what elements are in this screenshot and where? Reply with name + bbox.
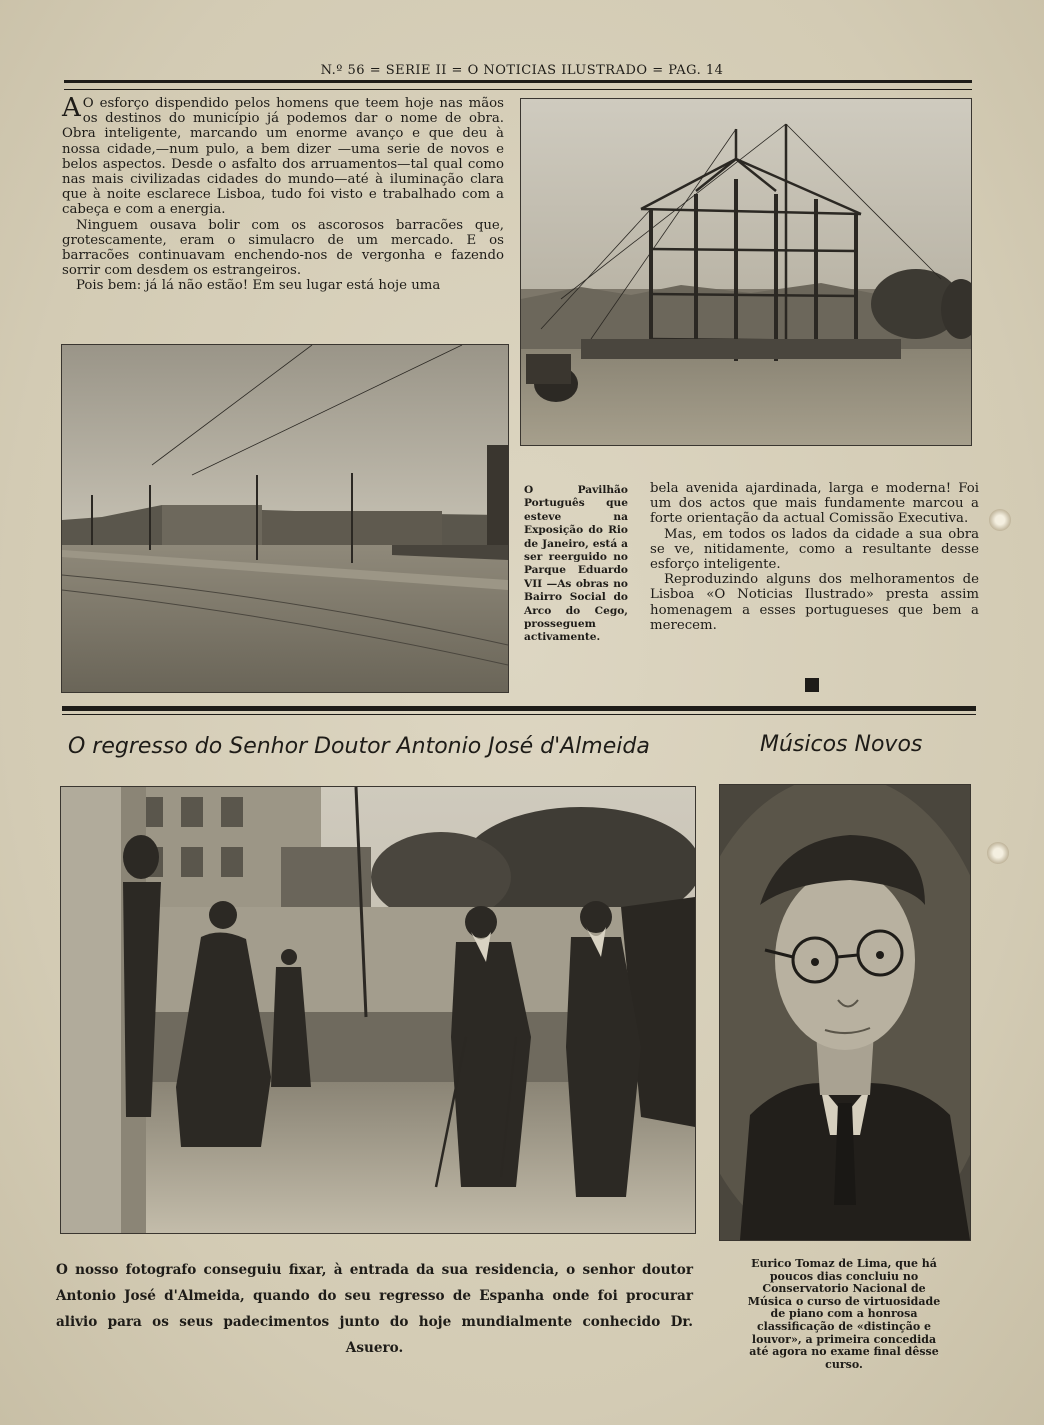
caption-almeida: O nosso fotografo conseguiu fixar, à entrada da sua residencia, o senhor doutor Antonio José d'Almeida, quando do seu regresso de Espanha onde foi procurar alivio para os seus padecimentos junto do hoje mundialmente conhecido Dr. Asuero. (56, 1262, 693, 1356)
pavilion-frame-image (521, 99, 971, 445)
section-rule-thick (62, 706, 976, 711)
article-paragraph-6: Reproduzindo alguns dos melhoramentos de Lisboa «O Noticias Ilustrado» presta assim homenagem a esses portugueses que bem a merecem. (650, 572, 979, 633)
article-continuation (650, 481, 979, 633)
article-paragraph-4: bela avenida ajardinada, larga e moderna! Foi um dos actos que mais fundamente marcou a forte orientação da actual Comissão Executiva. (650, 481, 979, 527)
article-intro (62, 93, 504, 294)
end-mark (805, 678, 819, 692)
photo-almeida-arrival (60, 786, 696, 1234)
article-paragraph-3: Pois bem: já lá não estão! Em seu lugar está hoje uma (76, 278, 441, 294)
article-paragraph-2: Ninguem ousava bolir com os ascorosos barracões que, grotescamente, eram o simulacro de um mercado. E os barracões continuavam enchendo-nos de vergonha e fazendo sorrir com desdem os estrangeiros. (62, 217, 504, 279)
section-rule-thin (62, 714, 976, 715)
section-title-almeida: O regresso do Senhor Doutor Antonio José d'Almeida (68, 734, 650, 759)
photo-musician-portrait (719, 784, 971, 1241)
photo-street-avenue (61, 344, 509, 693)
section-title-musicos: Músicos Novos (760, 732, 923, 757)
street-avenue-image (62, 345, 508, 692)
caption-musician: Eurico Tomaz de Lima, que há poucos dias concluiu no Conservatorio Nacional de Música o curso de virtuosidade de piano com a honrosa classificação de «distinção e louvor», a primeira concedida até agora no exame final dêsse curso. (747, 1257, 941, 1371)
page-header: N.º 56 = SERIE II = O NOTICIAS ILUSTRADO = PAG. 14 (320, 63, 724, 78)
article-paragraph-5: Mas, em todos os lados da cidade a sua obra se ve, nitidamente, como a resultante desse esforço inteligente. (650, 526, 979, 573)
musician-portrait-image (720, 785, 970, 1240)
photo-caption-pavilion: O Pavilhão Português que esteve na Exposição do Rio de Janeiro, está a ser reerguido no Parque Eduardo VII —As obras no Bairro Social do Arco do Cego, prosseguem activamente. (524, 484, 628, 644)
binder-hole-top (989, 509, 1011, 531)
binder-hole-bottom (987, 842, 1009, 864)
photo-pavilion-frame (520, 98, 972, 446)
drop-cap: A (62, 93, 81, 123)
article-paragraph-1: O esforço dispendido pelos homens que teem hoje nas mãos os destinos do município já podemos dar o nome de obra. Obra inteligente, marcando um enorme avanço e que deu à nossa cidade,—num pulo, a bem dizer —uma serie de novos e belos aspectos. Desde o asfalto dos arruamentos—tal qual como nas mais civilizadas cidades do mundo—até à iluminação clara que à noite esclarece Lisboa, tudo foi visto e trabalhado com a cabeça e com a energia. (62, 96, 504, 218)
header-rule (64, 80, 972, 90)
almeida-arrival-image (61, 787, 695, 1233)
